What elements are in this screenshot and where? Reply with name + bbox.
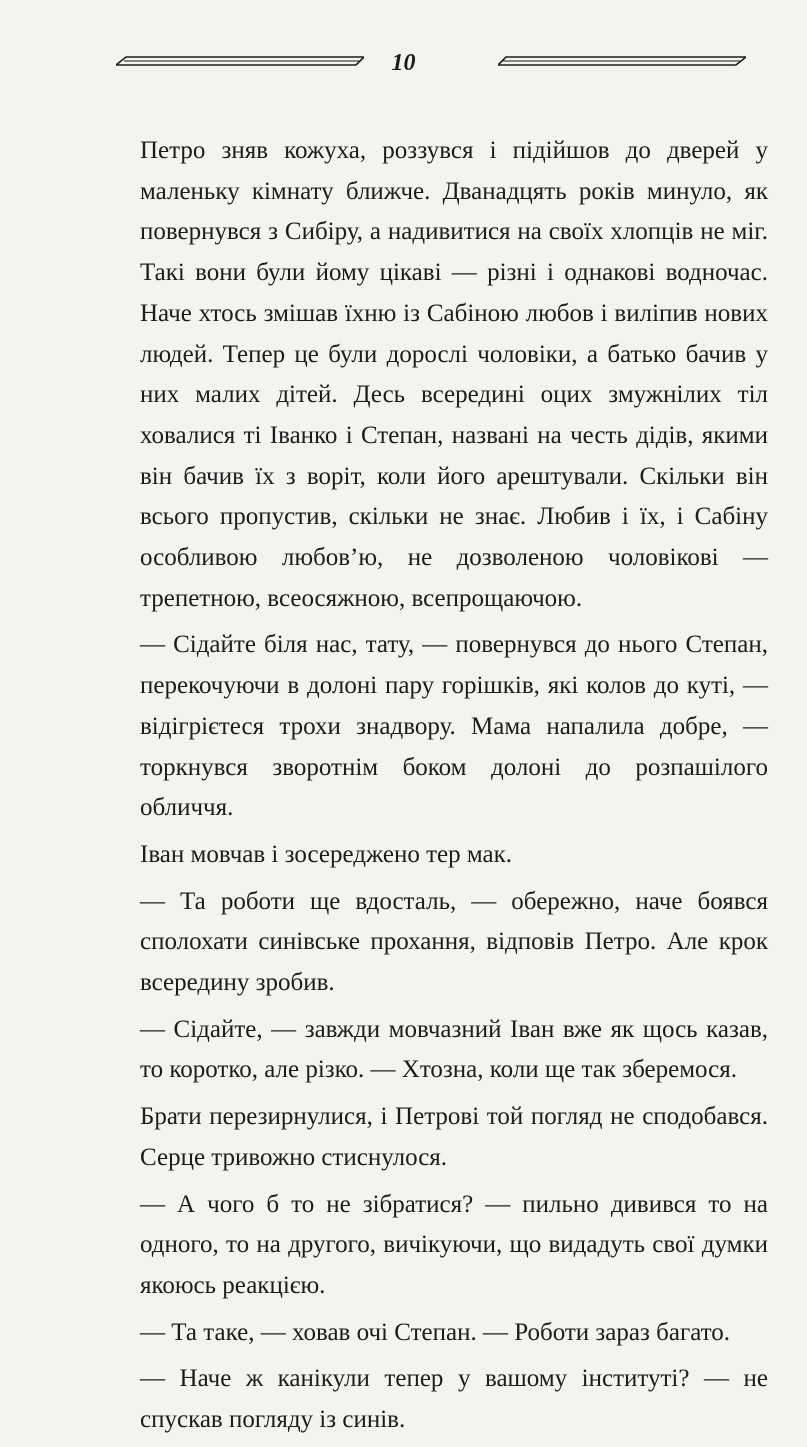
body-text [140,131,768,1447]
paragraph: — Сідайте біля нас, тату, — повернувся до нього Степан, перекочуючи в долоні пару горішків, які колов до куті, — відігрієтеся трохи знадвору. Мама напалила добре, — торкнувся зворотнім боком долоні до розпашілого обличчя. [140,631,768,822]
paragraph: Брати перезирнулися, і Петрові той погляд не сподобався. Серце тривожно стиснулося. [140,1103,768,1171]
paragraph: — Наче ж канікули тепер у вашому інституті? — не спускав погляду із синів. [140,1365,768,1434]
page-number: 10 [391,50,416,76]
paragraph: — Сідайте, — завжди мовчазний Іван вже як щось казав, то коротко, але різко. — Хтозна, коли ще так зберемося. [140,1015,768,1084]
paragraph: Петро зняв кожуха, роззувся і підійшов до дверей у маленьку кімнату ближче. Дванадцять років минуло, як повернувся з Сибіру, а надивитися на своїх хлопців не міг. Такі вони були йому цікаві — різні і однакові водночас. Наче хтось змішав їхню із Сабіною любов і виліпив нових людей. Тепер це були дорослі чоловіки, а батько бачив у них малих дітей. Десь всередині оцих змужнілих тіл ховалися ті Іванко і Степан, названі на честь дідів, якими він бачив їх з воріт, коли його арештували. Скільки він всього пропустив, скільки не знає. Любив і їх, і Сабіну особливою любов’ю, не дозволеною чоловікові — трепетною, всеосяжною, всепрощаючою. [140,137,768,612]
page-header [0,46,807,82]
paragraph: — Та таке, — ховав очі Степан. — Роботи зараз багато. [140,1318,730,1346]
right-header-ornament [498,56,746,68]
paragraph: Іван мовчав і зосереджено тер мак. [140,840,513,868]
paragraph: — Та роботи ще вдосталь, — обережно, наче боявся сполохати синівське прохання, відповів Петро. Але крок всередину зробив. [140,887,768,997]
paragraph: — А чого б то не зібратися? — пильно дивився то на одного, то на другого, вичікуючи, що видадуть свої думки якоюсь реакцією. [140,1190,768,1299]
